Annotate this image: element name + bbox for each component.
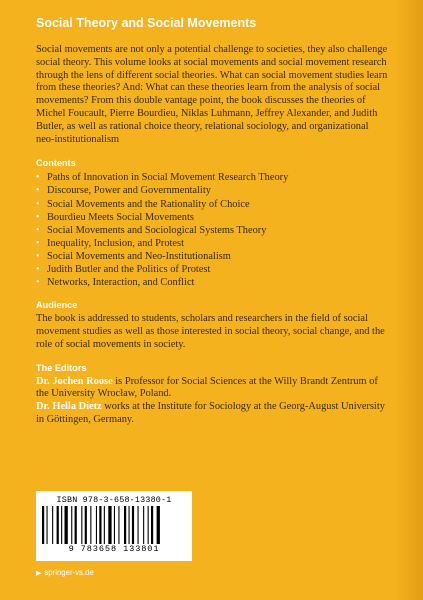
list-item <box>36 263 388 276</box>
bullet-icon: • <box>36 237 40 249</box>
bullet-icon: • <box>36 250 40 262</box>
book-description: Social movements are not only a potential challenge to societies, they also challenge social theory. This volume looks at social movements and social movement research through the lens of different social theories. What can social movement studies learn from these theories? And: What can these theories learn from the analysis of social movements? From this double vantage point, the book discusses the theories of Michel Foucault, Pierre Bourdieu, Niklas Luhmann, Jeffrey Alexander, and Judith Butler, as well as rational choice theory, relational sociology, and organizational neo-institutionalism <box>36 44 388 145</box>
editor-name: Dr. Jochen Roose <box>36 375 113 387</box>
barcode-digits: 9 783658 133801 <box>68 544 160 554</box>
isbn-label: ISBN 978-3-658-13380-1 <box>56 495 172 505</box>
chapter-title: Social Movements and the Rationality of Choice <box>47 198 250 210</box>
chapter-title: Bourdieu Meets Social Movements <box>47 211 194 223</box>
chapter-title: Paths of Innovation in Social Movement Research Theory <box>47 172 289 184</box>
contents-list <box>36 171 388 289</box>
bullet-icon: • <box>36 264 40 276</box>
list-item <box>36 171 388 184</box>
chapter-title: Social Movements and Neo-Institutionalism <box>47 250 231 262</box>
spine-shading <box>395 0 423 600</box>
publisher-link[interactable] <box>36 568 94 577</box>
chapter-title: Social Movements and Sociological Systems Theory <box>47 224 267 236</box>
list-item <box>36 184 388 197</box>
list-item <box>36 211 388 224</box>
bullet-icon: • <box>36 224 40 236</box>
back-cover-content <box>36 16 388 427</box>
book-title: Social Theory and Social Movements <box>36 16 257 30</box>
editor-name: Dr. Hella Dietz <box>36 401 102 413</box>
audience-heading: Audience <box>36 300 78 311</box>
list-item <box>36 276 388 289</box>
bullet-icon: • <box>36 172 40 184</box>
bullet-icon: • <box>36 211 40 223</box>
editor-bio <box>36 401 388 427</box>
editor-bio <box>36 376 388 402</box>
list-item <box>36 198 388 211</box>
arrow-right-icon: ▶ <box>36 570 42 577</box>
contents-heading: Contents <box>36 158 76 169</box>
editor-description: is Professor for Social Sciences at the Willy Brandt Zentrum of the University Wrocław, Poland. <box>36 375 378 400</box>
bullet-icon: • <box>36 185 40 197</box>
chapter-title: Judith Butler and the Politics of Protest <box>47 264 211 276</box>
chapter-title: Inequality, Inclusion, and Protest <box>47 237 184 249</box>
list-item <box>36 250 388 263</box>
chapter-title: Discourse, Power and Governmentality <box>47 185 211 197</box>
bullet-icon: • <box>36 198 40 210</box>
list-item <box>36 237 388 250</box>
audience-text: The book is addressed to students, scholars and researchers in the field of social movement studies as well as those interested in social theory, social change, and the role of social movements in society. <box>36 313 385 350</box>
list-item <box>36 224 388 237</box>
isbn-barcode <box>36 491 192 561</box>
barcode-bars <box>42 506 186 544</box>
editors-heading: The Editors <box>36 362 87 373</box>
editor-description: works at the Institute for Sociology at the Georg-August University in Göttingen, Germany. <box>36 401 385 425</box>
chapter-title: Networks, Interaction, and Conflict <box>47 277 195 289</box>
bullet-icon: • <box>36 277 40 289</box>
publisher-url: springer-vs.de <box>44 568 94 577</box>
